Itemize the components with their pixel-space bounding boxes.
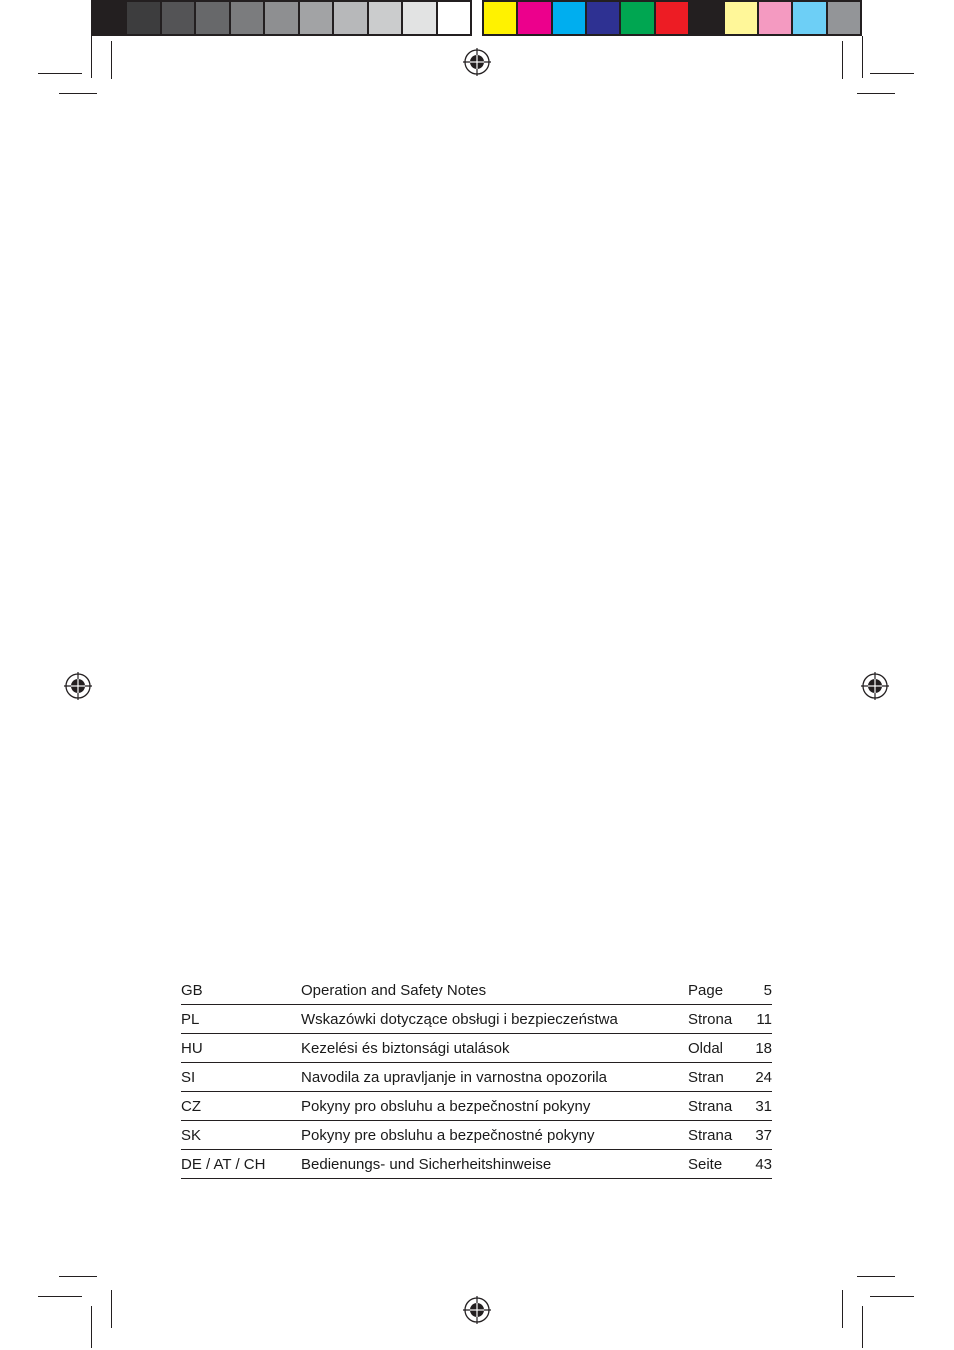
crop-mark <box>91 1306 92 1348</box>
toc-page-number: 43 <box>744 1150 772 1179</box>
crop-mark <box>862 1306 863 1348</box>
toc-page-label: Seite <box>688 1150 744 1179</box>
toc-page-number: 31 <box>744 1092 772 1121</box>
color-swatch <box>196 2 228 34</box>
color-swatch <box>484 2 516 34</box>
crop-mark <box>870 73 914 74</box>
toc-page-number: 5 <box>744 976 772 1005</box>
crop-mark <box>870 1296 914 1297</box>
registration-mark-icon <box>861 672 889 700</box>
toc-page-number: 37 <box>744 1121 772 1150</box>
color-swatch <box>231 2 263 34</box>
registration-mark-icon <box>64 672 92 700</box>
color-swatch <box>621 2 653 34</box>
table-row[interactable] <box>181 1063 772 1092</box>
crop-mark <box>59 93 97 94</box>
toc-lang: GB <box>181 976 301 1005</box>
toc-page-number: 11 <box>744 1005 772 1034</box>
table-row[interactable] <box>181 1121 772 1150</box>
toc-page-number: 18 <box>744 1034 772 1063</box>
toc-lang: HU <box>181 1034 301 1063</box>
toc-title: Kezelési és biztonsági utalások <box>301 1034 688 1063</box>
grayscale-color-bar <box>91 0 472 36</box>
toc-page-label: Strona <box>688 1005 744 1034</box>
toc-title: Navodila za upravljanje in varnostna opozorila <box>301 1063 688 1092</box>
color-swatch <box>553 2 585 34</box>
color-swatch <box>759 2 791 34</box>
color-swatch <box>793 2 825 34</box>
color-swatch <box>656 2 688 34</box>
toc-lang: PL <box>181 1005 301 1034</box>
toc-title: Wskazówki dotyczące obsługi i bezpieczeństwa <box>301 1005 688 1034</box>
color-swatch <box>587 2 619 34</box>
process-color-bar <box>482 0 862 36</box>
color-swatch <box>127 2 159 34</box>
color-swatch <box>369 2 401 34</box>
color-swatch <box>334 2 366 34</box>
crop-mark <box>842 1290 843 1328</box>
table-row[interactable] <box>181 1150 772 1179</box>
toc-page-label: Strana <box>688 1121 744 1150</box>
crop-mark <box>842 41 843 79</box>
toc-title: Bedienungs- und Sicherheitshinweise <box>301 1150 688 1179</box>
crop-mark <box>862 36 863 78</box>
crop-mark <box>857 1276 895 1277</box>
toc-page-label: Oldal <box>688 1034 744 1063</box>
color-swatch <box>690 2 722 34</box>
color-swatch <box>438 2 470 34</box>
toc-lang: CZ <box>181 1092 301 1121</box>
toc-page-label: Stran <box>688 1063 744 1092</box>
crop-mark <box>111 1290 112 1328</box>
toc-lang: SK <box>181 1121 301 1150</box>
table-row[interactable] <box>181 1034 772 1063</box>
toc-page-label: Page <box>688 976 744 1005</box>
color-swatch <box>300 2 332 34</box>
table-row[interactable] <box>181 976 772 1005</box>
crop-mark <box>38 73 82 74</box>
crop-mark <box>111 41 112 79</box>
table-row[interactable] <box>181 1092 772 1121</box>
registration-mark-icon <box>463 1296 491 1324</box>
toc-page-number: 24 <box>744 1063 772 1092</box>
toc-lang: DE / AT / CH <box>181 1150 301 1179</box>
toc-lang: SI <box>181 1063 301 1092</box>
color-swatch <box>265 2 297 34</box>
crop-mark <box>91 36 92 78</box>
color-swatch <box>162 2 194 34</box>
toc-title: Pokyny pro obsluhu a bezpečnostní pokyny <box>301 1092 688 1121</box>
table-row[interactable] <box>181 1005 772 1034</box>
crop-mark <box>59 1276 97 1277</box>
color-swatch <box>725 2 757 34</box>
color-swatch <box>828 2 860 34</box>
crop-mark <box>38 1296 82 1297</box>
color-swatch <box>518 2 550 34</box>
color-swatch <box>93 2 125 34</box>
color-swatch <box>403 2 435 34</box>
toc-title: Operation and Safety Notes <box>301 976 688 1005</box>
registration-mark-icon <box>463 48 491 76</box>
table-of-contents <box>181 976 772 1179</box>
toc-title: Pokyny pre obsluhu a bezpečnostné pokyny <box>301 1121 688 1150</box>
toc-page-label: Strana <box>688 1092 744 1121</box>
crop-mark <box>857 93 895 94</box>
